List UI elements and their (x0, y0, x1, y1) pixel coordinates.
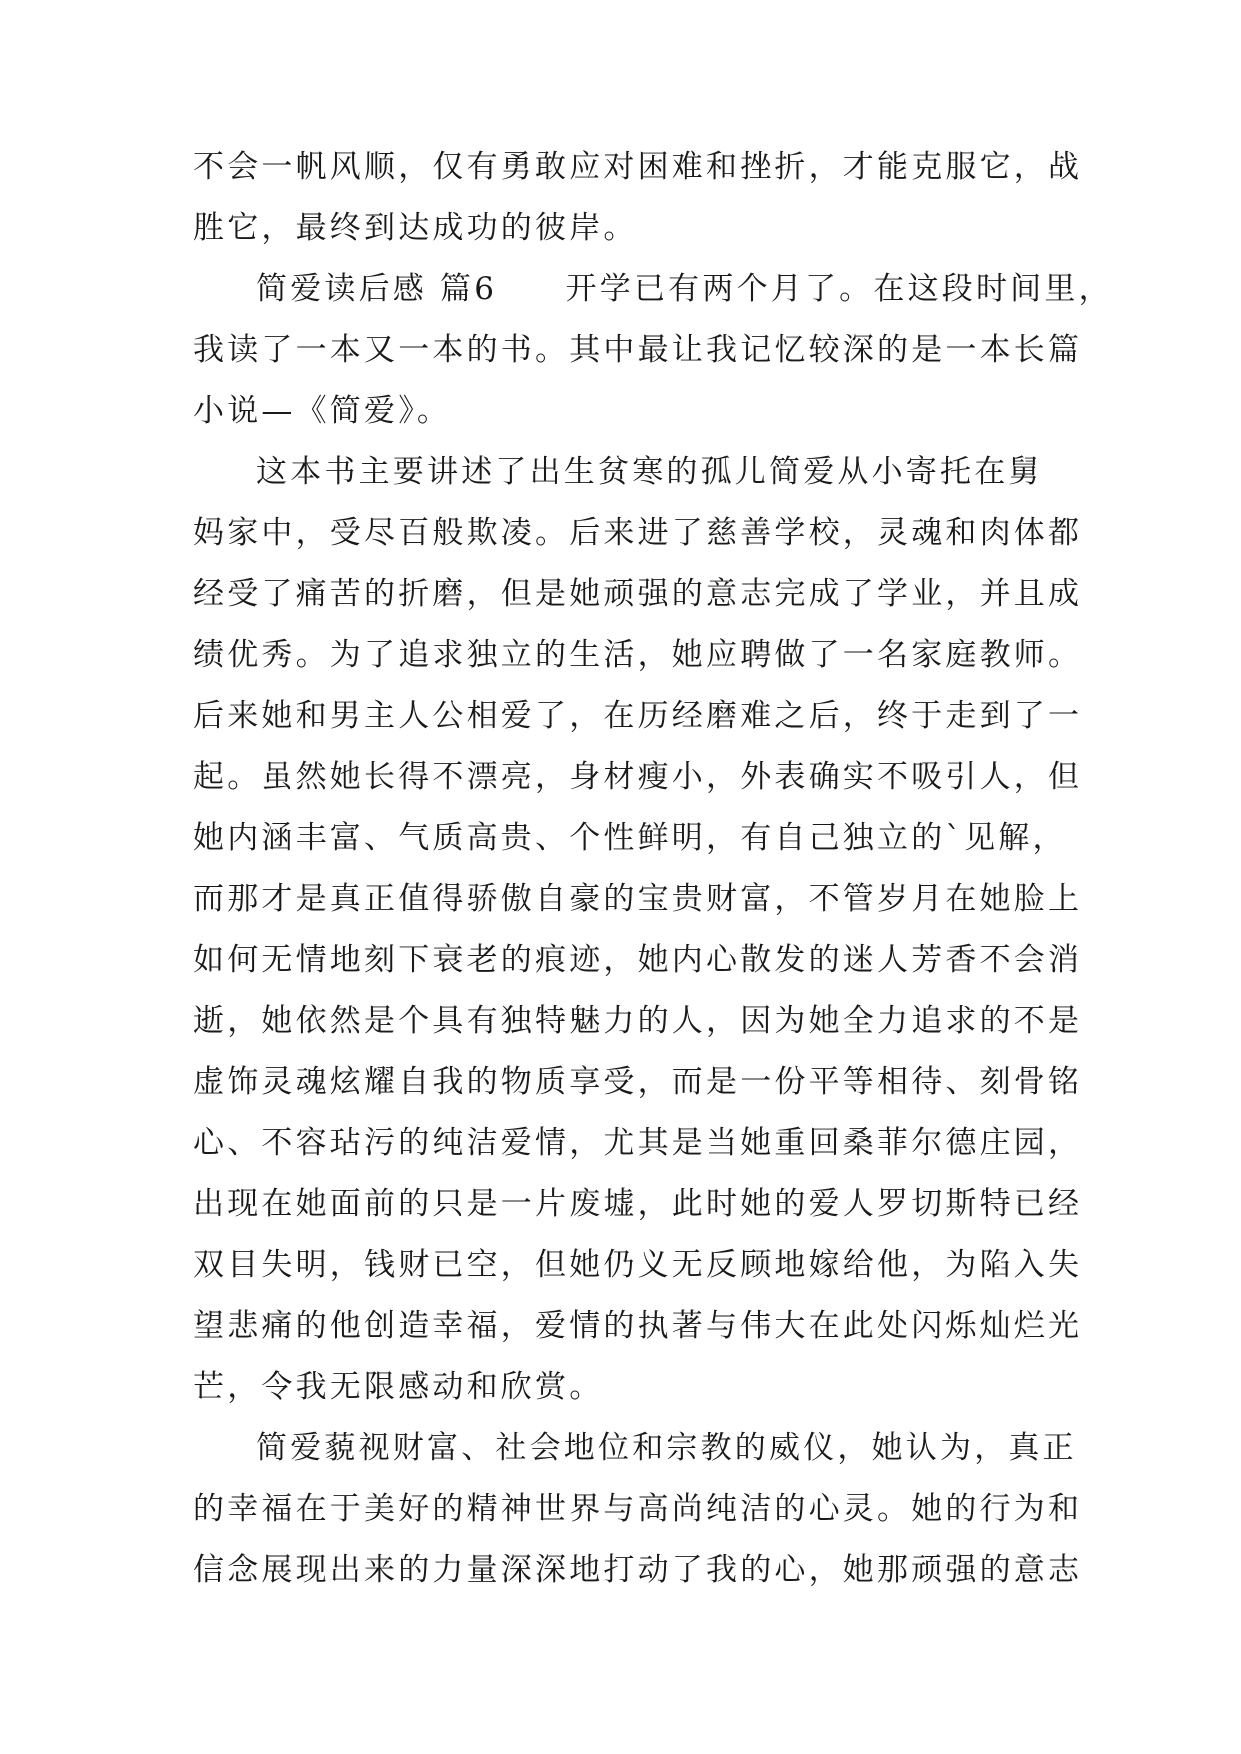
text-line: 芒，令我无限感动和欣赏。 (193, 1369, 604, 1405)
text-line: 出现在她面前的只是一片废墟，此时她的爱人罗切斯特已经 (193, 1186, 1083, 1222)
text-line: 经受了痛苦的折磨，但是她顽强的意志完成了学业，并且成 (193, 576, 1083, 612)
text-line: 简爱读后感 篇6 开学已有两个月了。在这段时间里， (256, 271, 1113, 307)
text-line: 信念展现出来的力量深深地打动了我的心，她那顽强的意志 (193, 1552, 1083, 1588)
text-line: 望悲痛的他创造幸福，爱情的执著与伟大在此处闪烁灿烂光 (193, 1308, 1083, 1344)
text-line: 不会一帆风顺，仅有勇敢应对困难和挫折，才能克服它，战 (193, 149, 1083, 185)
text-line: 我读了一本又一本的书。其中最让我记忆较深的是一本长篇 (193, 332, 1083, 368)
text-line: 逝，她依然是个具有独特魅力的人，因为她全力追求的不是 (193, 1003, 1083, 1039)
text-line: 妈家中，受尽百般欺凌。后来进了慈善学校，灵魂和肉体都 (193, 515, 1083, 551)
text-line: 如何无情地刻下衰老的痕迹，她内心散发的迷人芳香不会消 (193, 942, 1083, 978)
text-line: 虚饰灵魂炫耀自我的物质享受，而是一份平等相待、刻骨铭 (193, 1064, 1083, 1100)
text-line: 起。虽然她长得不漂亮，身材瘦小，外表确实不吸引人，但 (193, 759, 1083, 795)
text-line: 小说—《简爱》。 (193, 393, 452, 429)
text-line: 简爱藐视财富、社会地位和宗教的威仪，她认为，真正 (256, 1430, 1077, 1466)
text-line: 胜它，最终到达成功的彼岸。 (193, 210, 638, 246)
text-line: 后来她和男主人公相爱了，在历经磨难之后，终于走到了一 (193, 698, 1083, 734)
text-line: 这本书主要讲述了出生贫寒的孤儿简爱从小寄托在舅 (256, 454, 1043, 490)
text-line: 她内涵丰富、气质高贵、个性鲜明，有自己独立的`见解， (193, 820, 1067, 856)
text-line: 双目失明，钱财已空，但她仍义无反顾地嫁给他，为陷入失 (193, 1247, 1083, 1283)
text-line: 绩优秀。为了追求独立的生活，她应聘做了一名家庭教师。 (193, 637, 1083, 673)
text-line: 而那才是真正值得骄傲自豪的宝贵财富，不管岁月在她脸上 (193, 881, 1083, 917)
text-line: 的幸福在于美好的精神世界与高尚纯洁的心灵。她的行为和 (193, 1491, 1083, 1527)
text-line: 心、不容玷污的纯洁爱情，尤其是当她重回桑菲尔德庄园， (193, 1125, 1083, 1161)
